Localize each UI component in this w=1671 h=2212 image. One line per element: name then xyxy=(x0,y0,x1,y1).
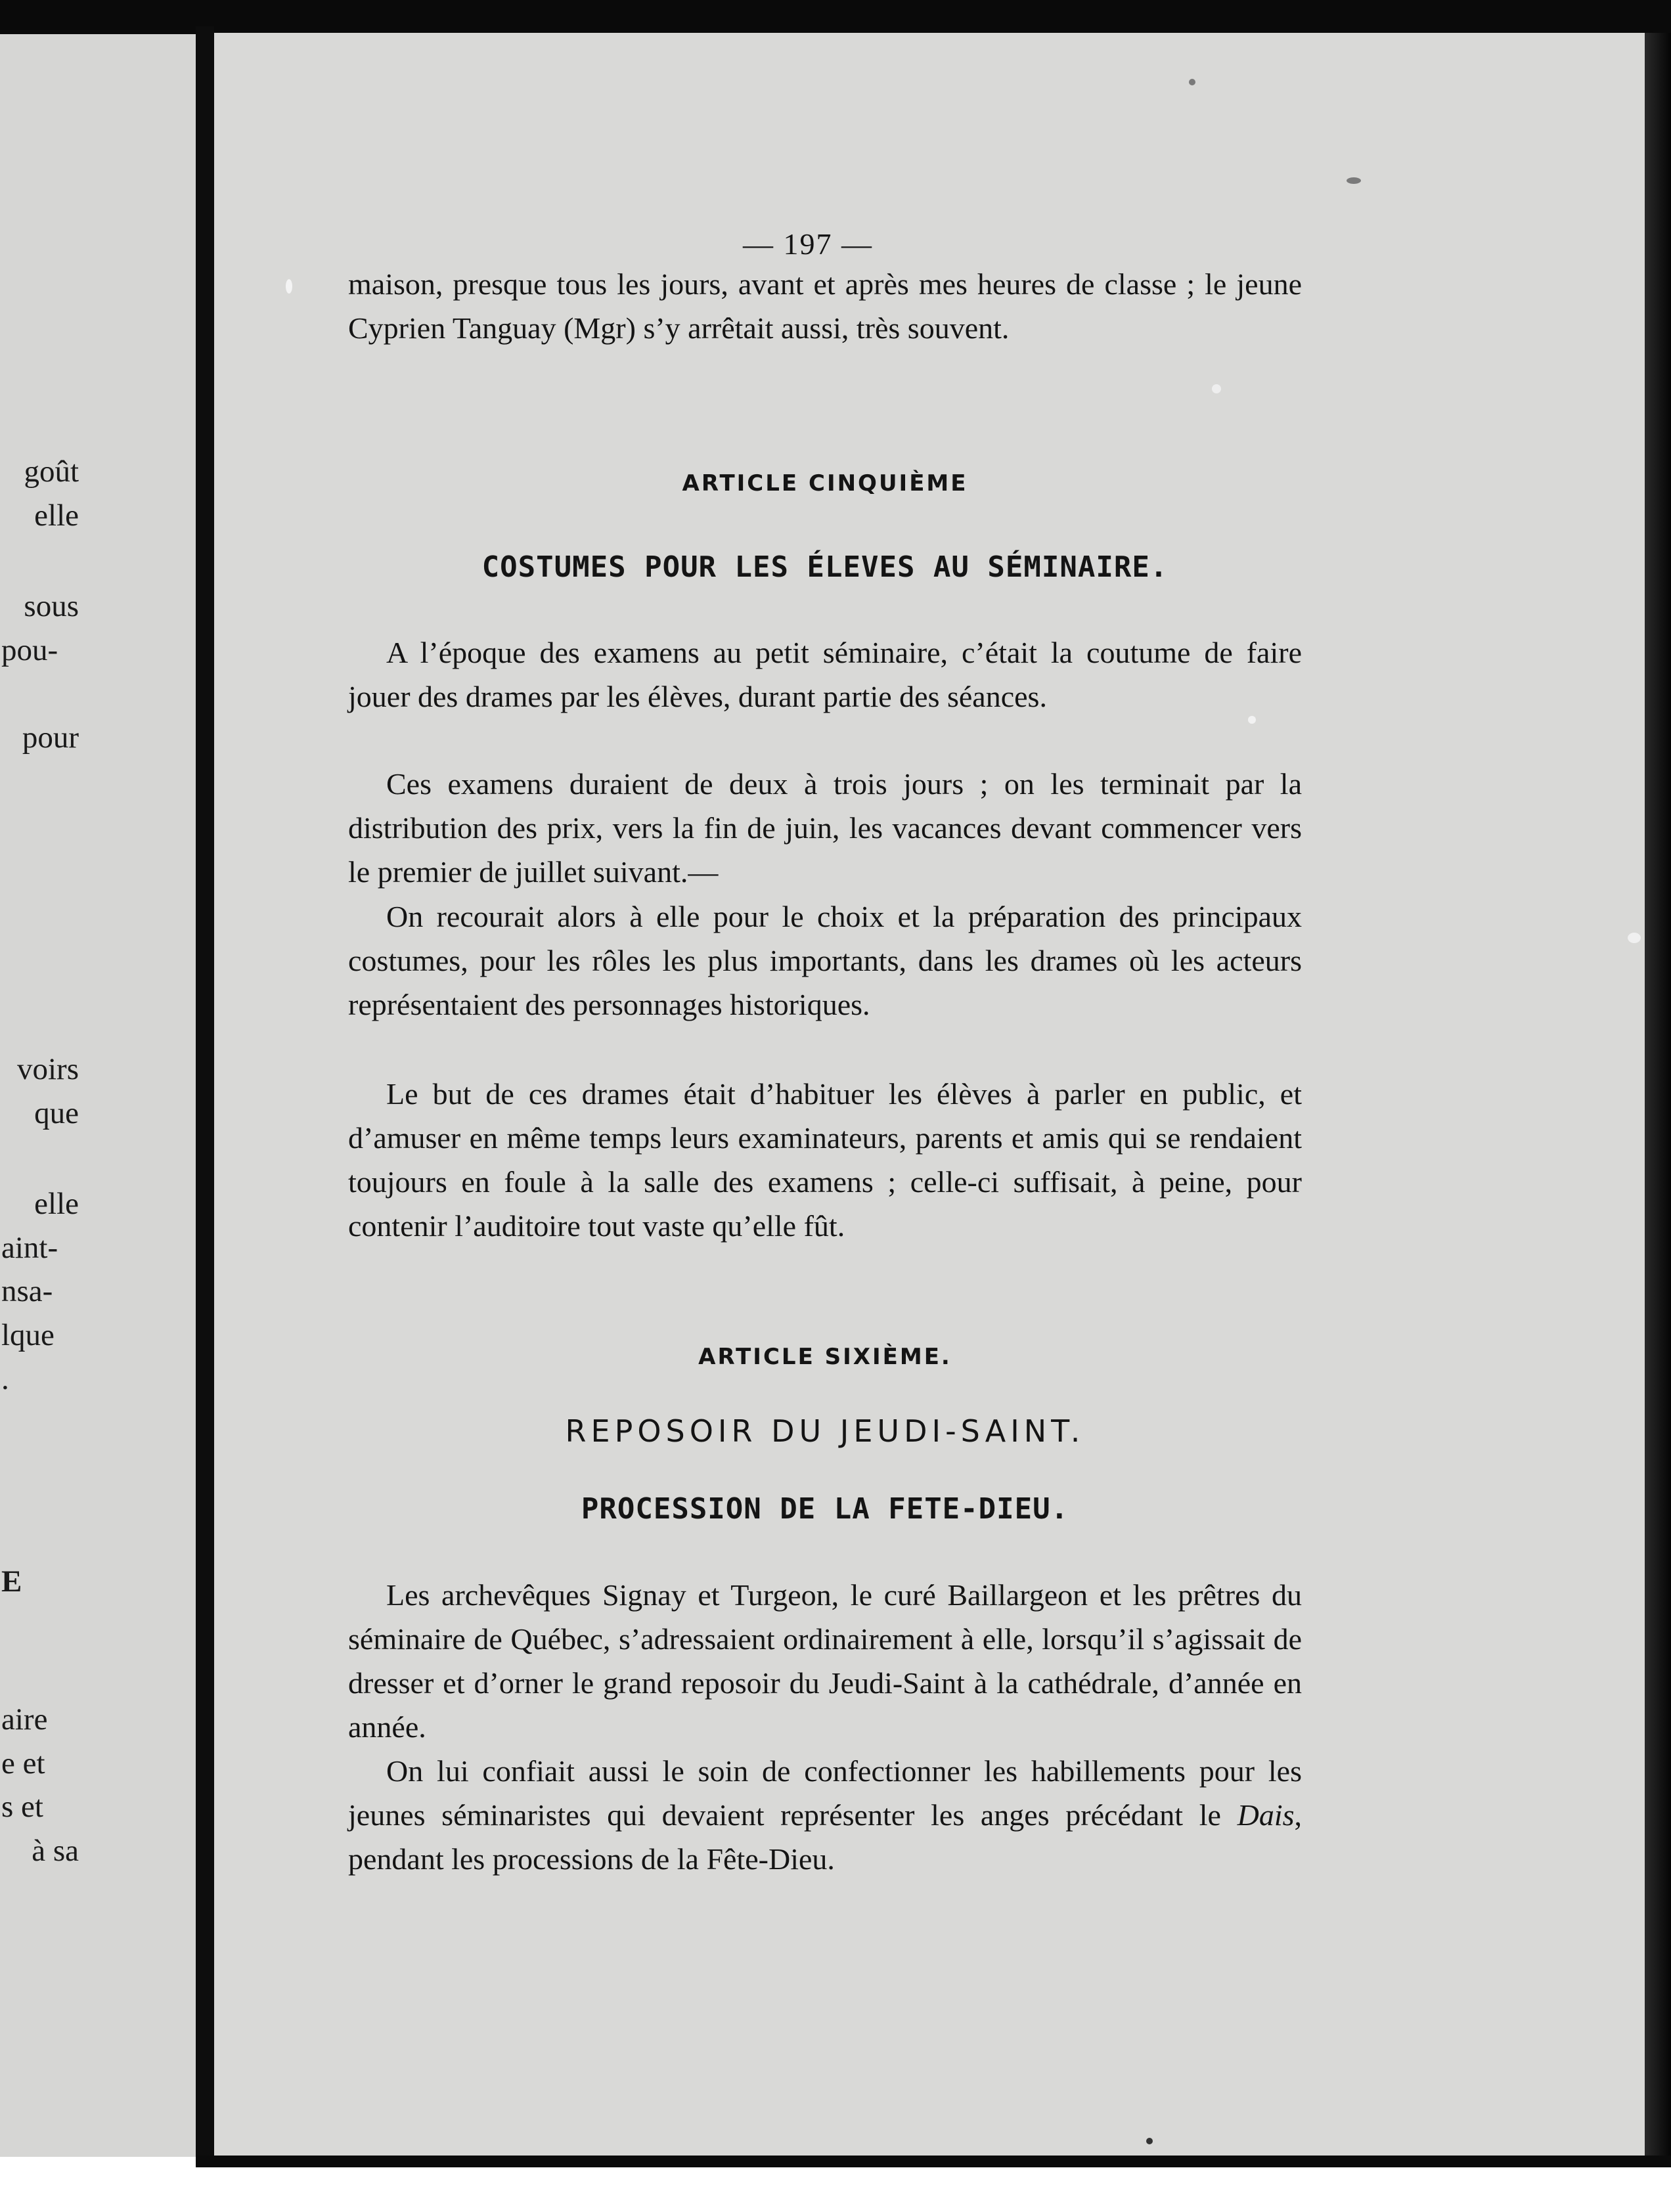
article-heading: ARTICLE SIXIÈME. xyxy=(698,1344,952,1370)
book-gutter-shadow xyxy=(196,26,214,2167)
scan-speck xyxy=(1347,177,1361,184)
body-paragraph: Ces examens duraient de deux à trois jours ; on les terminait par la distribution des prix, vers la fin de juin, les vacances devant commencer vers le premier de juillet suivant.— xyxy=(348,767,1302,889)
left-page-fragment: s et xyxy=(1,1790,43,1824)
body-paragraph: Le but de ces drames était d’habituer les élèves à parler en public, et d’amuser en même temps leurs examinateurs, parents et amis qui se rendaient toujours en foule à la salle des examens ; celle-ci suffisait, à peine, pour contenir l’auditoire tout vaste qu’elle fût. xyxy=(348,1077,1302,1243)
left-page-fragment: voirs xyxy=(17,1052,79,1086)
section-title: REPOSOIR DU JEUDI-SAINT. xyxy=(565,1413,1085,1449)
italic-term: Dais xyxy=(1237,1798,1295,1832)
left-page-fragment: . xyxy=(1,1362,9,1396)
section-subtitle: PROCESSION DE LA FETE-DIEU. xyxy=(581,1492,1069,1526)
left-page-fragment: goût xyxy=(24,454,79,489)
scan-speck xyxy=(1146,2138,1153,2144)
section-title: COSTUMES POUR LES ÉLEVES AU SÉMINAIRE. xyxy=(481,550,1169,584)
body-paragraph: On lui confiait aussi le soin de confectionner les habillements pour les jeunes séminaristes qui devaient représenter les anges précédant le Dais, pendant les processions de la Fête-Dieu. xyxy=(348,1754,1302,1876)
page-number: — 197 — xyxy=(743,227,873,261)
left-page-fragment: lque xyxy=(1,1318,55,1352)
body-paragraph: On recourait alors à elle pour le choix et la préparation des principaux costumes, pour les rôles les plus importants, dans les drames où les acteurs représentaient des personnages historiques. xyxy=(348,900,1302,1021)
left-page-fragment: aint- xyxy=(1,1231,58,1265)
scan-top-border xyxy=(0,0,1671,34)
left-page-fragment: E xyxy=(1,1564,22,1599)
left-page-fragment: elle xyxy=(34,1187,79,1221)
left-page-fragment: à sa xyxy=(32,1834,79,1868)
scan-speck xyxy=(1628,933,1641,943)
body-paragraph: A l’époque des examens au petit séminaire, c’était la coutume de faire jouer des drames par les élèves, durant partie des séances. xyxy=(348,636,1302,713)
left-page-fragment: aire xyxy=(1,1702,48,1736)
scan-speck xyxy=(1189,79,1195,85)
scan-speck xyxy=(1212,384,1221,393)
left-page-fragment: que xyxy=(34,1096,79,1130)
body-paragraph: Les archevêques Signay et Turgeon, le curé Baillargeon et les prêtres du séminaire de Québec, s’adressaient ordinairement à elle, lorsqu’il s’agissait de dresser et d’orner le grand reposoir du Jeudi-Saint à la cathédrale, d’année en année. xyxy=(348,1578,1302,1744)
opening-paragraph: maison, presque tous les jours, avant et après mes heures de classe ; le jeune Cyprien Tanguay (Mgr) s’y arrêtait aussi, très souvent. xyxy=(348,267,1302,345)
scan-speck xyxy=(1248,716,1256,724)
left-page-fragment: nsa- xyxy=(1,1274,53,1308)
article-heading: ARTICLE CINQUIÈME xyxy=(682,470,968,497)
scan-margin xyxy=(0,2167,1671,2212)
page-edge-shadow xyxy=(1645,33,1671,2167)
previous-page-edge xyxy=(0,34,196,2157)
left-page-fragment: sous xyxy=(24,589,79,623)
scan-speck xyxy=(286,279,292,294)
left-page-fragment: elle xyxy=(34,498,79,533)
left-page-fragment: e et xyxy=(1,1746,45,1781)
left-page-fragment: pou- xyxy=(1,633,58,667)
left-page-fragment: pour xyxy=(22,720,79,755)
